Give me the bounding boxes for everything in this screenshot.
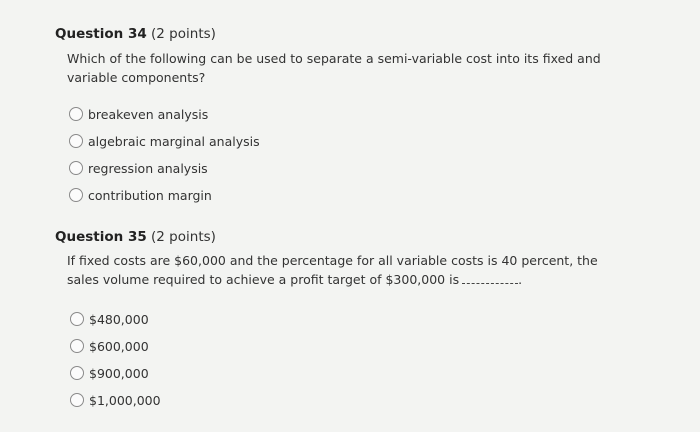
- option-label: algebraic marginal analysis: [88, 133, 260, 149]
- question-35-prompt-line-2: sales volume required to achieve a profit target of $300,000 is: [67, 272, 460, 287]
- option-label: $480,000: [89, 311, 149, 327]
- question-35-number: Question 35: [55, 229, 147, 245]
- option-label: contribution margin: [88, 187, 212, 203]
- question-34-points: (2 points): [151, 26, 216, 42]
- question-34-number: Question 34: [55, 26, 147, 42]
- question-35-prompt-end: .: [518, 272, 523, 287]
- radio-button[interactable]: [69, 188, 83, 202]
- question-35-option-4[interactable]: [70, 390, 161, 410]
- option-label: breakeven analysis: [88, 106, 209, 122]
- option-label: $600,000: [89, 338, 149, 354]
- question-34-title: [55, 26, 216, 42]
- question-35-prompt-line-1: If fixed costs are $60,000 and the percentage for all variable costs is 40 percent, the: [67, 253, 598, 268]
- question-35-prompt: [67, 251, 598, 289]
- question-35-option-1[interactable]: [70, 309, 149, 329]
- question-34-prompt-line-2: variable components?: [67, 70, 206, 85]
- option-label: $1,000,000: [89, 392, 161, 408]
- radio-button[interactable]: [69, 134, 83, 148]
- question-34-option-4[interactable]: [69, 185, 212, 205]
- answer-blank: [462, 273, 518, 284]
- option-label: regression analysis: [88, 160, 208, 176]
- question-34-option-1[interactable]: [69, 104, 208, 124]
- question-35-points: (2 points): [151, 229, 216, 245]
- radio-button[interactable]: [70, 366, 84, 380]
- question-34-option-2[interactable]: [69, 131, 260, 151]
- radio-button[interactable]: [70, 339, 84, 353]
- question-35-title: [55, 229, 216, 245]
- question-35-option-2[interactable]: [70, 336, 149, 356]
- question-34-prompt-line-1: Which of the following can be used to separate a semi-variable cost into its fixed and: [67, 51, 601, 66]
- option-label: $900,000: [89, 365, 149, 381]
- question-35-prompt-line-2-wrap: [67, 270, 598, 289]
- radio-button[interactable]: [70, 312, 84, 326]
- question-34-prompt: [67, 49, 601, 87]
- radio-button[interactable]: [70, 393, 84, 407]
- question-35-option-3[interactable]: [70, 363, 149, 383]
- question-34-option-3[interactable]: [69, 158, 208, 178]
- radio-button[interactable]: [69, 161, 83, 175]
- radio-button[interactable]: [69, 107, 83, 121]
